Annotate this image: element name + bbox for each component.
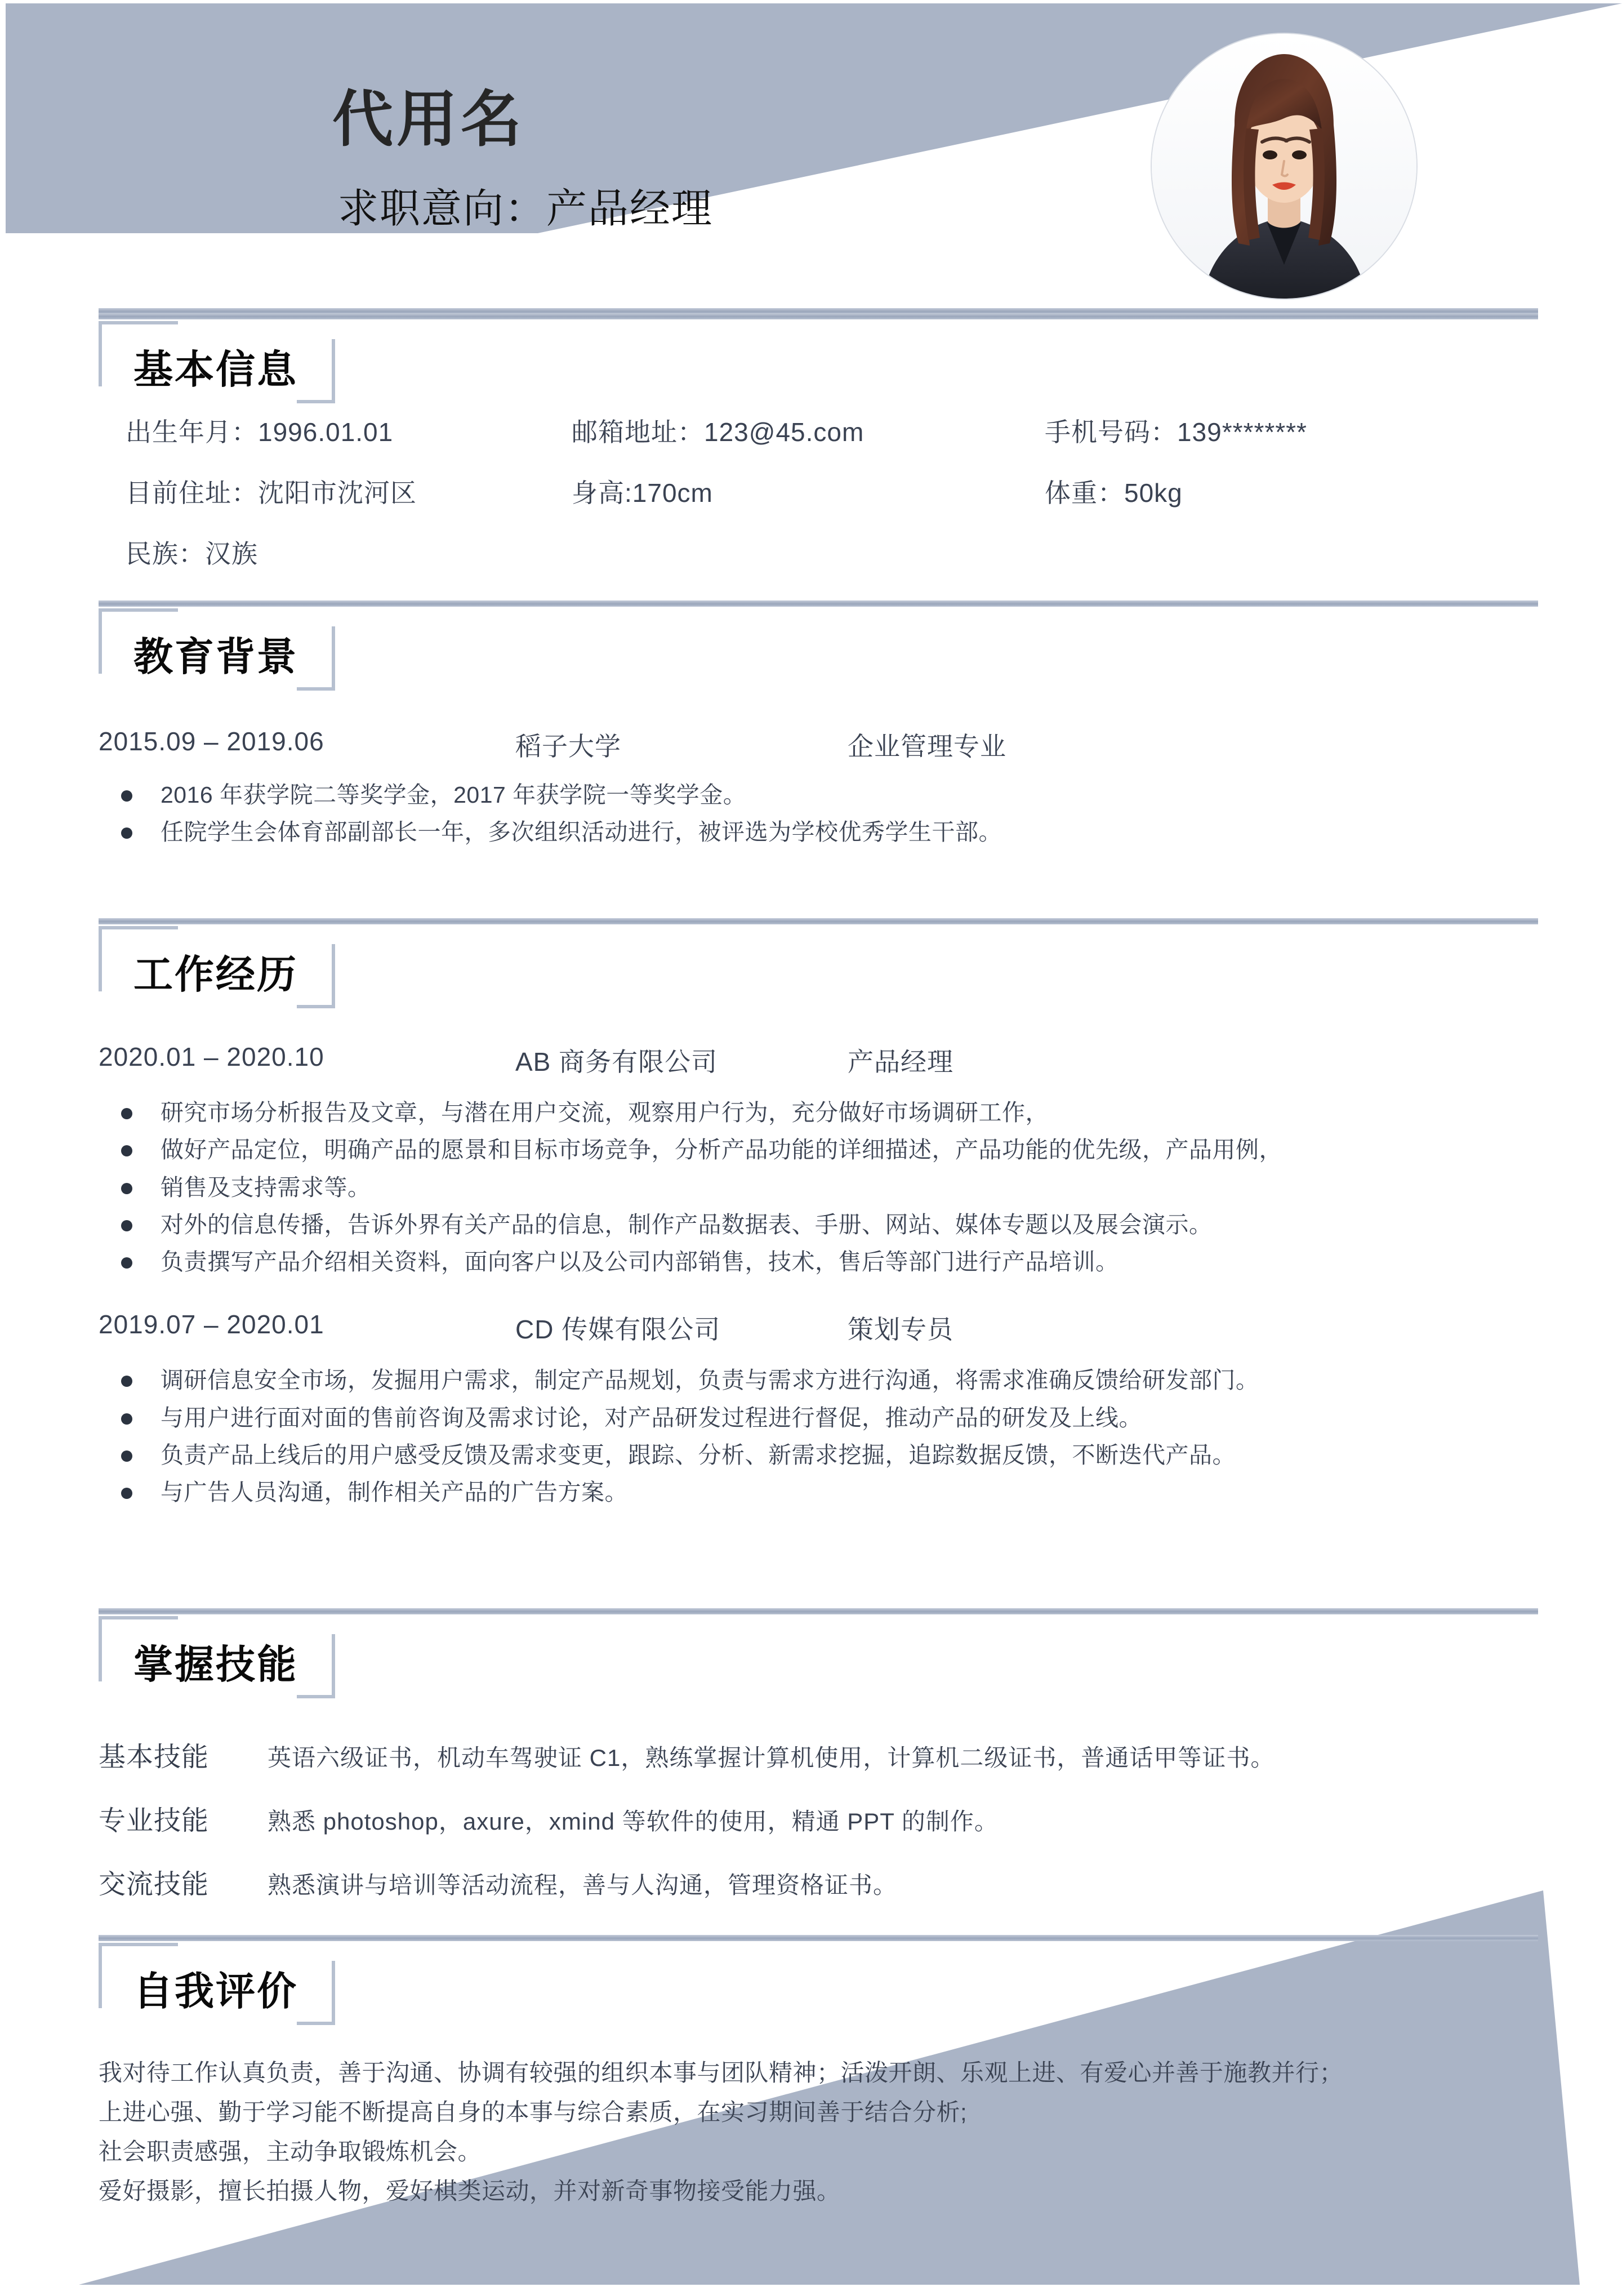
skill-row: [99, 1862, 1538, 1901]
work-bullet-list: [99, 1368, 1538, 1505]
evaluation-line: 我对待工作认真负责，善于沟通、协调有较强的组织本事与团队精神；活泼开朗、乐观上进、有爱心并善于施教并行；: [99, 2059, 1344, 2086]
work-bullet-list: [99, 1100, 1538, 1274]
skill-row: [99, 1735, 1538, 1774]
list-item: 销售及支持需求等。: [99, 1175, 1538, 1200]
entry-role: 企业管理专业: [848, 732, 1006, 761]
skill-value: 英语六级证书，机动车驾驶证 C1，熟练掌握计算机使用，计算机二级证书，普通话甲等证书。: [268, 1745, 1275, 1771]
entry-date: 2015.09 – 2019.06: [99, 727, 324, 756]
bracket-bottom-right-icon: [297, 1634, 335, 1698]
section-education: [0, 600, 1622, 845]
list-item: 与广告人员沟通，制作相关产品的广告方案。: [99, 1480, 1538, 1505]
work-entry-header: [99, 1309, 1538, 1346]
section-basic-info: [0, 313, 1622, 571]
entry-organization: 稻子大学: [515, 732, 621, 761]
work-entry-header: [99, 1042, 1538, 1079]
section-self-evaluation: [0, 1935, 1622, 2204]
skill-value: 熟悉 photoshop，axure，xmind 等软件的使用，精通 PPT 的制作。: [268, 1808, 999, 1835]
bracket-bottom-right-icon: [297, 944, 335, 1008]
skill-label: 基本技能: [99, 1742, 210, 1772]
list-item: 负责产品上线后的用户感受反馈及需求变更，跟踪、分析、新需求挖掘，追踪数据反馈，不断迭代产品。: [99, 1443, 1538, 1467]
info-email: 邮箱地址：123@45.com: [572, 417, 865, 447]
entry-role: 策划专员: [848, 1315, 953, 1345]
entry-role: 产品经理: [848, 1047, 953, 1076]
portrait-photo-icon: [1152, 34, 1416, 299]
section-header-work: [99, 918, 346, 1017]
skill-row: [99, 1799, 1538, 1837]
section-work-experience: [0, 918, 1622, 1505]
entry-date: 2020.01 – 2020.10: [99, 1042, 324, 1071]
evaluation-line: 爱好摄影，擅长拍摄人物，爱好棋类运动，并对新奇事物接受能力强。: [99, 2178, 841, 2205]
skills-body: [99, 1735, 1538, 1901]
skill-value: 熟悉演讲与培训等活动流程，善与人沟通，管理资格证书。: [268, 1872, 898, 1898]
skill-label: 专业技能: [99, 1806, 210, 1836]
section-header-basic-info: [99, 313, 346, 412]
list-item: 2016 年获学院二等奖学金，2017 年获学院一等奖学金。: [99, 782, 1538, 807]
evaluation-line: 社会职责感强，主动争取锻炼机会。: [99, 2138, 482, 2165]
bracket-bottom-right-icon: [297, 1961, 335, 2025]
basic-info-grid: [99, 412, 1538, 571]
skill-label: 交流技能: [99, 1870, 210, 1899]
list-item: 调研信息安全市场，发掘用户需求，制定产品规划，负责与需求方进行沟通，将需求准确反馈给研发部门。: [99, 1368, 1538, 1392]
entry-organization: CD 传媒有限公司: [515, 1315, 721, 1345]
evaluation-body: [99, 2061, 1538, 2204]
bracket-bottom-right-icon: [297, 626, 335, 691]
list-item: 研究市场分析报告及文章，与潜在用户交流，观察用户行为，充分做好市场调研工作，: [99, 1100, 1538, 1125]
list-item: 负责撰写产品介绍相关资料，面向客户以及公司内部销售，技术，售后等部门进行产品培训。: [99, 1249, 1538, 1274]
page-title: 代用名: [332, 85, 525, 153]
work-body: [99, 1042, 1538, 1505]
section-skills: [0, 1608, 1622, 1901]
info-height: 身高:170cm: [572, 478, 713, 508]
list-item: 做好产品定位，明确产品的愿景和目标市场竞争，分析产品功能的详细描述，产品功能的优先级，产品用例，: [99, 1137, 1538, 1162]
info-phone: 手机号码：139********: [1045, 417, 1307, 447]
info-weight: 体重：50kg: [1045, 478, 1183, 508]
section-header-skills: [99, 1608, 346, 1707]
list-item: 对外的信息传播，告诉外界有关产品的信息，制作产品数据表、手册、网站、媒体专题以及展会演示。: [99, 1212, 1538, 1237]
section-title: 自我评价: [133, 1969, 298, 2013]
section-header-evaluation: [99, 1935, 346, 2034]
education-body: [99, 726, 1538, 845]
job-objective: 求职意向：产品经理: [338, 186, 714, 232]
entry-date: 2019.07 – 2020.01: [99, 1310, 324, 1340]
avatar: [1151, 33, 1418, 300]
section-title: 工作经历: [133, 953, 298, 996]
education-entry-header: [99, 726, 1538, 763]
evaluation-line: 上进心强、勤于学习能不断提高自身的本事与综合素质，在实习期间善于结合分析;: [99, 2099, 968, 2126]
section-header-education: [99, 600, 346, 699]
basic-info-body: [99, 412, 1538, 571]
list-item: 与用户进行面对面的售前咨询及需求讨论，对产品研发过程进行督促，推动产品的研发及上线。: [99, 1405, 1538, 1430]
education-bullet-list: [99, 782, 1538, 845]
info-address: 目前住址：沈阳市沈河区: [126, 478, 417, 508]
info-ethnicity: 民族：汉族: [126, 539, 258, 568]
entry-organization: AB 商务有限公司: [515, 1047, 718, 1076]
section-title: 基本信息: [133, 348, 298, 391]
section-title: 教育背景: [133, 635, 298, 679]
list-item: 任院学生会体育部副部长一年，多次组织活动进行，被评选为学校优秀学生干部。: [99, 820, 1538, 844]
resume-header: [0, 0, 1622, 313]
bracket-bottom-right-icon: [297, 339, 335, 403]
section-title: 掌握技能: [133, 1643, 298, 1687]
info-birthdate: 出生年月：1996.01.01: [126, 417, 394, 447]
name-block: [332, 87, 713, 234]
